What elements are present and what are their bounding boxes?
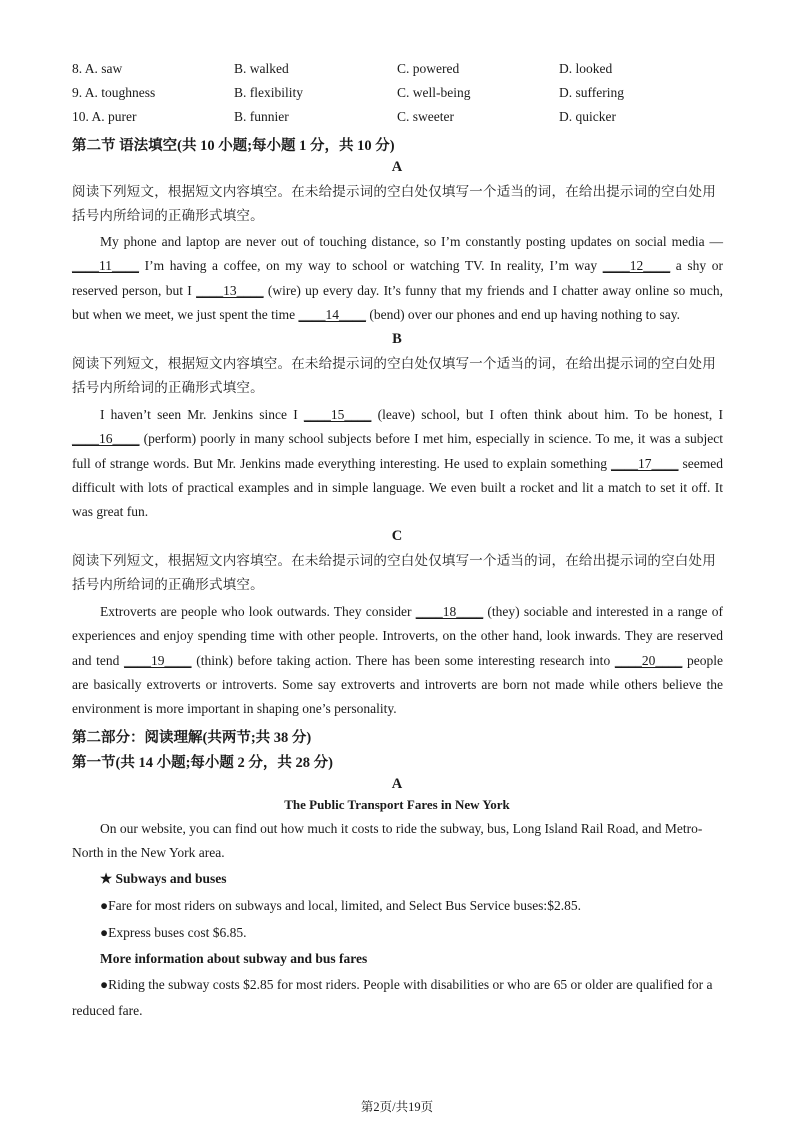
- passage-b-text: [72, 403, 723, 524]
- blank-15: ____15____: [303, 407, 372, 422]
- fare-item-1: ●Fare for most riders on subways and local, limited, and Select Bus Service buses:$2.85.: [100, 898, 581, 913]
- passage-a-part1: My phone and laptop are never out of touching distance, so I’m constantly posting updates on social media —: [100, 234, 723, 249]
- blank-14: ____14____: [298, 306, 366, 322]
- blank-20: ____20____: [614, 652, 683, 668]
- passage-c-instruction: 阅读下列短文，根据短文内容填空。在未给提示词的空白处仅填写一个适当的词，在给出提示词的空白处用括号内所给词的正确形式填空。: [72, 553, 716, 593]
- blank-13: ____13____: [196, 282, 264, 298]
- passage-a-part2: I’m having a coffee, on my way to school or watching TV. In reality, I’m way: [139, 258, 603, 274]
- passage-a-instruction: 阅读下列短文，根据短文内容填空。在未给提示词的空白处仅填写一个适当的词，在给出提示词的空白处用括号内所给词的正确形式填空。: [72, 184, 716, 224]
- option-8a: 8. A. saw: [72, 61, 123, 76]
- section1-heading: 第一节(共 14 小题;每小题 2 分，共 28 分): [72, 755, 333, 771]
- subways-buses-heading: ★ Subways and buses: [100, 871, 227, 886]
- passage-c-text: [72, 600, 723, 721]
- page-footer: 第2页/共19页: [360, 1100, 434, 1114]
- option-row-10: [72, 109, 722, 129]
- passage-b-part1: I haven’t seen Mr. Jenkins since I: [100, 407, 304, 422]
- passage-b-instruction: 阅读下列短文，根据短文内容填空。在未给提示词的空白处仅填写一个适当的词，在给出提示词的空白处用括号内所给词的正确形式填空。: [72, 356, 716, 396]
- reading-a-letter: A: [391, 776, 403, 792]
- reading-a-intro: [72, 817, 723, 865]
- passage-b-part2: (leave) school, but I often think about him. To be honest, I: [371, 407, 723, 422]
- passage-c-part2: (they) sociable and interested in a range of experiences and enjoy spending time with other people. Introverts, on the other hand, look inwards. They are reserved and tend: [72, 604, 724, 668]
- option-8c: C. powered: [397, 61, 460, 76]
- fare-item-2: ●Express buses cost $6.85.: [100, 925, 247, 940]
- passage-a-part5: (bend) over our phones and end up having nothing to say.: [365, 306, 681, 322]
- passage-a-letter: A: [391, 159, 403, 175]
- passage-a-part3: a shy or reserved person, but I: [72, 258, 723, 298]
- passage-b-part4: seemed difficult with lots of practical examples and in simple language. We even built a rocket and lit a match to set it off. It was great fun.: [72, 455, 723, 520]
- blank-18: ____18____: [415, 604, 484, 619]
- part2-heading: 第二部分：阅读理解(共两节;共 38 分): [72, 730, 312, 746]
- option-8d: D. looked: [559, 61, 613, 76]
- blank-17: ____17____: [611, 455, 679, 471]
- option-9b: B. flexibility: [234, 85, 303, 100]
- passage-c-part1: Extroverts are people who look outwards. They consider: [100, 604, 416, 619]
- reading-a-intro-text: On our website, you can find out how much it costs to ride the subway, bus, Long Island Rail Road, and Metro-North in the New York area.: [72, 821, 703, 860]
- passage-b-part3: (perform) poorly in many school subjects before I met him, especially in science. To me, it was a subject full of strange words. But Mr. Jenkins made everything interesting. He used to explain something: [72, 431, 723, 471]
- option-8b: B. walked: [234, 61, 289, 76]
- more-info-heading: More information about subway and bus fares: [100, 951, 368, 966]
- fare-item-3-text: ●Riding the subway costs $2.85 for most riders. People with disabilities or who are 65 or older are qualified for a reduced fare.: [72, 977, 713, 1018]
- blank-19: ____19____: [124, 652, 192, 668]
- blank-11: ____11____: [72, 258, 139, 274]
- passage-c-part3: (think) before taking action. There has been some interesting research into: [191, 652, 615, 668]
- option-9d: D. suffering: [559, 85, 624, 100]
- section2-heading: 第二节 语法填空(共 10 小题;每小题 1 分，共 10 分): [72, 138, 395, 154]
- option-10d: D. quicker: [559, 109, 616, 124]
- option-row-9: [72, 85, 722, 105]
- passage-c-letter: C: [391, 528, 403, 544]
- blank-12: ____12____: [602, 258, 671, 274]
- passage-b-letter: B: [392, 331, 402, 347]
- fare-item-3: [72, 972, 723, 1024]
- passage-a-part4: (wire) up every day. It’s funny that my friends and I chatter away online so much, but when we meet, we just spent the time: [72, 282, 723, 322]
- reading-a-title: The Public Transport Fares in New York: [284, 797, 510, 812]
- option-10c: C. sweeter: [397, 109, 454, 124]
- option-9c: C. well-being: [397, 85, 471, 100]
- option-10a: 10. A. purer: [72, 109, 137, 124]
- blank-16: ____16____: [72, 431, 140, 447]
- passage-c-part4: people are basically extroverts or introverts. Some say extroverts and introverts are born not made while others believe the environment is more important in shaping one’s personality.: [72, 652, 723, 717]
- option-row-8: [72, 61, 722, 81]
- option-10b: B. funnier: [234, 109, 289, 124]
- passage-a-text: [72, 230, 723, 327]
- option-9a: 9. A. toughness: [72, 85, 156, 100]
